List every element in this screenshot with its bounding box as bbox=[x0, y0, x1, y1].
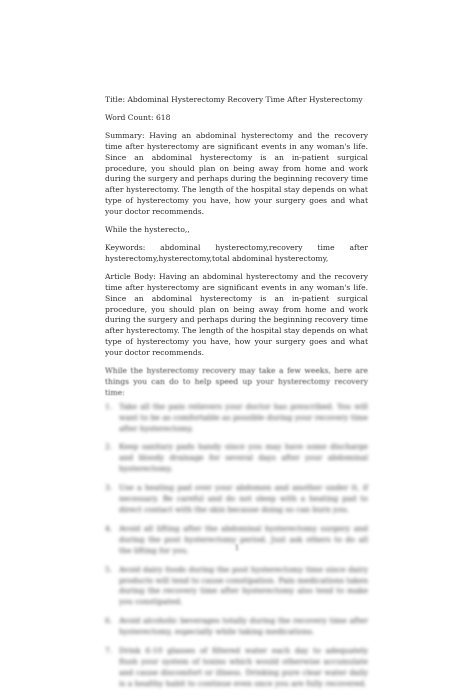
list-item: 2. Keep sanitary pads handy since you may have some discharge and bloody drainage for several days after your abdominal hysterectomy. bbox=[105, 442, 368, 474]
document-title: Title: Abdominal Hysterectomy Recovery Time After Hysterectomy bbox=[105, 95, 363, 104]
list-item: 6. Avoid alcoholic beverages totally during the recovery time after hysterectomy, especially while taking medications. bbox=[105, 616, 368, 637]
article-body-paragraph: Article Body: Having an abdominal hysterectomy and the recovery time after hysterectomy are significant events in any woman's life. Since an abdominal hysterectomy is an in-patient surgical procedure, you should plan on being away from home and work during the surgery and perhaps during the beginning recovery time after hysterectomy. The length of the hospital stay depends on what type of hysterectomy you have, how your surgery goes and what your doctor recommends. bbox=[105, 271, 368, 358]
list-item: 7. Drink 6-10 glasses of filtered water each day to adequately flush your system of toxins which would otherwise accumulate and cause discomfort or illness. Drinking pure clear water daily is a healthy habit to continue even once you are fully recovered. bbox=[105, 646, 368, 688]
list-item: 4. Avoid all lifting after the abdominal hysterectomy surgery and during the post hysterectomy period. Just ask others to do all the lifting for you. bbox=[105, 523, 368, 555]
word-count: Word Count: 618 bbox=[105, 112, 171, 122]
summary-paragraph: Summary: Having an abdominal hysterectomy and the recovery time after hysterectomy are significant events in any woman's life. Since an abdominal hysterectomy is an in-patient surgical procedure, you should plan on being away from home and work during the surgery and perhaps during the beginning recovery time after hysterectomy. The length of the hospital stay depends on what type of hysterectomy you have, how your surgery goes and what your doctor recommends. bbox=[105, 130, 368, 217]
while-line: While the hysterecto,, bbox=[105, 225, 190, 235]
list-item: 5. Avoid dairy foods during the post hysterectomy time since dairy products will tend to cause constipation. Pain medications taken during the recovery time after hysterectomy also tend to make you constipated. bbox=[105, 564, 368, 607]
list-intro: While the hysterectomy recovery may take a few weeks, here are things you can do to help speed up your hysterectomy recovery time: bbox=[105, 366, 368, 397]
document-content bbox=[105, 95, 368, 698]
list-intro-wrap bbox=[105, 366, 368, 399]
keywords-paragraph: Keywords: abdominal hysterectomy,recovery time after hysterectomy,hysterectomy,total abdominal hysterectomy, bbox=[105, 242, 368, 263]
list-item: 3. Use a heating pad over your abdomen and another under it, if necessary. Be careful and do not sleep with a heating pad to direct contact with the skin because doing so can burn you. bbox=[105, 483, 368, 514]
list-item: 1. Take all the pain relievers your doctor has prescribed. You will want to be as comfortable as possible during your recovery time after hysterectomy. bbox=[105, 401, 368, 433]
page-number: 1 bbox=[234, 543, 240, 552]
